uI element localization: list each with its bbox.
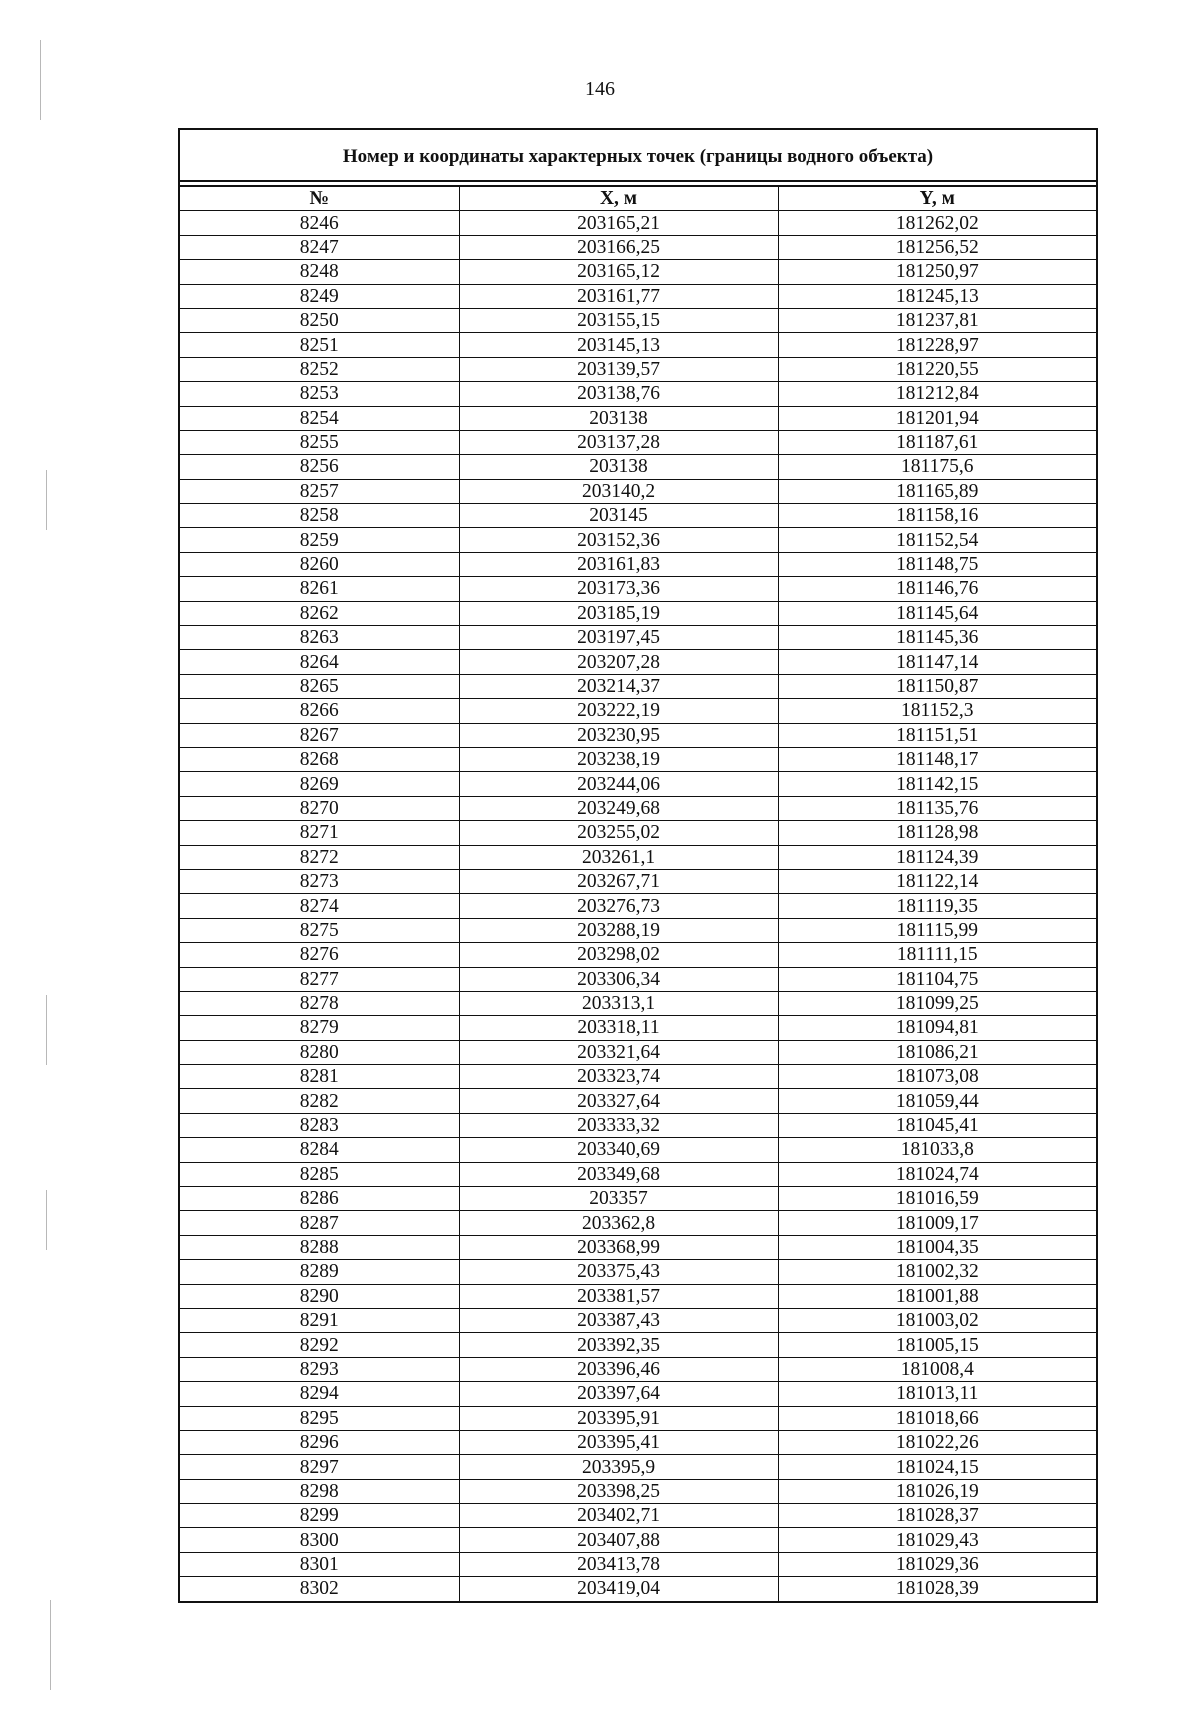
y-coordinate-cell: 181187,61 bbox=[778, 430, 1096, 454]
x-coordinate-cell: 203323,74 bbox=[459, 1065, 778, 1089]
y-coordinate-cell: 181152,54 bbox=[778, 528, 1096, 552]
y-coordinate-cell: 181008,4 bbox=[778, 1357, 1096, 1381]
table-row bbox=[180, 1430, 1096, 1454]
coordinates-table-frame bbox=[178, 128, 1098, 1603]
table-row bbox=[180, 1479, 1096, 1503]
y-coordinate-cell: 181262,02 bbox=[778, 211, 1096, 235]
y-coordinate-cell: 181122,14 bbox=[778, 869, 1096, 893]
point-number-cell: 8295 bbox=[180, 1406, 459, 1430]
y-coordinate-cell: 181115,99 bbox=[778, 918, 1096, 942]
x-coordinate-cell: 203140,2 bbox=[459, 479, 778, 503]
x-coordinate-cell: 203340,69 bbox=[459, 1138, 778, 1162]
table-row bbox=[180, 1040, 1096, 1064]
point-number-cell: 8270 bbox=[180, 796, 459, 820]
y-coordinate-cell: 181212,84 bbox=[778, 382, 1096, 406]
table-row bbox=[180, 235, 1096, 259]
point-number-cell: 8250 bbox=[180, 308, 459, 332]
y-coordinate-cell: 181220,55 bbox=[778, 357, 1096, 381]
table-row bbox=[180, 967, 1096, 991]
x-coordinate-cell: 203173,36 bbox=[459, 577, 778, 601]
point-number-cell: 8296 bbox=[180, 1430, 459, 1454]
y-coordinate-cell: 181059,44 bbox=[778, 1089, 1096, 1113]
x-coordinate-cell: 203166,25 bbox=[459, 235, 778, 259]
y-coordinate-cell: 181150,87 bbox=[778, 674, 1096, 698]
y-coordinate-cell: 181250,97 bbox=[778, 260, 1096, 284]
table-row bbox=[180, 1113, 1096, 1137]
x-coordinate-cell: 203255,02 bbox=[459, 821, 778, 845]
point-number-cell: 8246 bbox=[180, 211, 459, 235]
table-row bbox=[180, 1016, 1096, 1040]
point-number-cell: 8256 bbox=[180, 455, 459, 479]
point-number-cell: 8279 bbox=[180, 1016, 459, 1040]
point-number-cell: 8255 bbox=[180, 430, 459, 454]
x-coordinate-cell: 203387,43 bbox=[459, 1308, 778, 1332]
table-body bbox=[180, 211, 1096, 1601]
table-row bbox=[180, 1528, 1096, 1552]
point-number-cell: 8287 bbox=[180, 1211, 459, 1235]
x-coordinate-cell: 203413,78 bbox=[459, 1552, 778, 1576]
x-coordinate-cell: 203145,13 bbox=[459, 333, 778, 357]
y-coordinate-cell: 181086,21 bbox=[778, 1040, 1096, 1064]
table-header-row bbox=[180, 186, 1096, 211]
y-coordinate-cell: 181009,17 bbox=[778, 1211, 1096, 1235]
point-number-cell: 8275 bbox=[180, 918, 459, 942]
point-number-cell: 8291 bbox=[180, 1308, 459, 1332]
table-row bbox=[180, 1284, 1096, 1308]
x-coordinate-cell: 203407,88 bbox=[459, 1528, 778, 1552]
point-number-cell: 8277 bbox=[180, 967, 459, 991]
point-number-cell: 8280 bbox=[180, 1040, 459, 1064]
y-coordinate-cell: 181111,15 bbox=[778, 943, 1096, 967]
point-number-cell: 8299 bbox=[180, 1504, 459, 1528]
table-row bbox=[180, 601, 1096, 625]
point-number-cell: 8261 bbox=[180, 577, 459, 601]
table-row bbox=[180, 1552, 1096, 1576]
table-row bbox=[180, 1406, 1096, 1430]
x-coordinate-cell: 203261,1 bbox=[459, 845, 778, 869]
table-row bbox=[180, 845, 1096, 869]
y-coordinate-cell: 181148,17 bbox=[778, 747, 1096, 771]
y-coordinate-cell: 181147,14 bbox=[778, 650, 1096, 674]
point-number-cell: 8247 bbox=[180, 235, 459, 259]
y-coordinate-cell: 181201,94 bbox=[778, 406, 1096, 430]
point-number-cell: 8276 bbox=[180, 943, 459, 967]
table-row bbox=[180, 357, 1096, 381]
point-number-cell: 8273 bbox=[180, 869, 459, 893]
x-coordinate-cell: 203161,77 bbox=[459, 284, 778, 308]
x-coordinate-cell: 203381,57 bbox=[459, 1284, 778, 1308]
coordinates-table bbox=[180, 185, 1096, 1601]
table-row bbox=[180, 430, 1096, 454]
x-coordinate-cell: 203357 bbox=[459, 1187, 778, 1211]
x-coordinate-cell: 203222,19 bbox=[459, 699, 778, 723]
table-row bbox=[180, 1211, 1096, 1235]
point-number-cell: 8253 bbox=[180, 382, 459, 406]
table-row bbox=[180, 723, 1096, 747]
x-coordinate-cell: 203185,19 bbox=[459, 601, 778, 625]
table-row bbox=[180, 308, 1096, 332]
table-row bbox=[180, 650, 1096, 674]
table-row bbox=[180, 1357, 1096, 1381]
y-coordinate-cell: 181029,43 bbox=[778, 1528, 1096, 1552]
point-number-cell: 8266 bbox=[180, 699, 459, 723]
table-row bbox=[180, 1504, 1096, 1528]
table-row bbox=[180, 796, 1096, 820]
x-coordinate-cell: 203333,32 bbox=[459, 1113, 778, 1137]
point-number-cell: 8264 bbox=[180, 650, 459, 674]
y-coordinate-cell: 181145,64 bbox=[778, 601, 1096, 625]
point-number-cell: 8254 bbox=[180, 406, 459, 430]
table-row bbox=[180, 211, 1096, 235]
table-row bbox=[180, 1308, 1096, 1332]
x-coordinate-cell: 203298,02 bbox=[459, 943, 778, 967]
x-coordinate-cell: 203398,25 bbox=[459, 1479, 778, 1503]
x-coordinate-cell: 203318,11 bbox=[459, 1016, 778, 1040]
y-coordinate-cell: 181237,81 bbox=[778, 308, 1096, 332]
y-coordinate-cell: 181026,19 bbox=[778, 1479, 1096, 1503]
y-coordinate-cell: 181022,26 bbox=[778, 1430, 1096, 1454]
column-header-x: X, м bbox=[459, 186, 778, 211]
table-row bbox=[180, 1455, 1096, 1479]
point-number-cell: 8274 bbox=[180, 894, 459, 918]
point-number-cell: 8288 bbox=[180, 1235, 459, 1259]
y-coordinate-cell: 181124,39 bbox=[778, 845, 1096, 869]
x-coordinate-cell: 203155,15 bbox=[459, 308, 778, 332]
table-row bbox=[180, 674, 1096, 698]
point-number-cell: 8290 bbox=[180, 1284, 459, 1308]
x-coordinate-cell: 203138 bbox=[459, 406, 778, 430]
table-row bbox=[180, 1260, 1096, 1284]
point-number-cell: 8259 bbox=[180, 528, 459, 552]
point-number-cell: 8301 bbox=[180, 1552, 459, 1576]
point-number-cell: 8285 bbox=[180, 1162, 459, 1186]
y-coordinate-cell: 181245,13 bbox=[778, 284, 1096, 308]
table-row bbox=[180, 284, 1096, 308]
x-coordinate-cell: 203197,45 bbox=[459, 626, 778, 650]
table-row bbox=[180, 1089, 1096, 1113]
point-number-cell: 8300 bbox=[180, 1528, 459, 1552]
x-coordinate-cell: 203362,8 bbox=[459, 1211, 778, 1235]
x-coordinate-cell: 203306,34 bbox=[459, 967, 778, 991]
y-coordinate-cell: 181135,76 bbox=[778, 796, 1096, 820]
table-row bbox=[180, 1382, 1096, 1406]
page-number: 146 bbox=[585, 78, 615, 100]
y-coordinate-cell: 181013,11 bbox=[778, 1382, 1096, 1406]
table-title-text: Номер и координаты характерных точек (границы водного объекта) bbox=[342, 146, 934, 167]
point-number-cell: 8252 bbox=[180, 357, 459, 381]
y-coordinate-cell: 181148,75 bbox=[778, 552, 1096, 576]
table-row bbox=[180, 626, 1096, 650]
point-number-cell: 8265 bbox=[180, 674, 459, 698]
y-coordinate-cell: 181175,6 bbox=[778, 455, 1096, 479]
table-row bbox=[180, 577, 1096, 601]
x-coordinate-cell: 203392,35 bbox=[459, 1333, 778, 1357]
table-row bbox=[180, 1138, 1096, 1162]
x-coordinate-cell: 203395,91 bbox=[459, 1406, 778, 1430]
y-coordinate-cell: 181003,02 bbox=[778, 1308, 1096, 1332]
x-coordinate-cell: 203207,28 bbox=[459, 650, 778, 674]
y-coordinate-cell: 181119,35 bbox=[778, 894, 1096, 918]
y-coordinate-cell: 181004,35 bbox=[778, 1235, 1096, 1259]
y-coordinate-cell: 181142,15 bbox=[778, 772, 1096, 796]
y-coordinate-cell: 181151,51 bbox=[778, 723, 1096, 747]
table-row bbox=[180, 504, 1096, 528]
point-number-cell: 8257 bbox=[180, 479, 459, 503]
x-coordinate-cell: 203138 bbox=[459, 455, 778, 479]
x-coordinate-cell: 203138,76 bbox=[459, 382, 778, 406]
x-coordinate-cell: 203327,64 bbox=[459, 1089, 778, 1113]
point-number-cell: 8286 bbox=[180, 1187, 459, 1211]
y-coordinate-cell: 181001,88 bbox=[778, 1284, 1096, 1308]
point-number-cell: 8284 bbox=[180, 1138, 459, 1162]
y-coordinate-cell: 181228,97 bbox=[778, 333, 1096, 357]
x-coordinate-cell: 203349,68 bbox=[459, 1162, 778, 1186]
table-row bbox=[180, 528, 1096, 552]
x-coordinate-cell: 203375,43 bbox=[459, 1260, 778, 1284]
table-title bbox=[180, 130, 1096, 182]
x-coordinate-cell: 203244,06 bbox=[459, 772, 778, 796]
table-row bbox=[180, 918, 1096, 942]
table-row bbox=[180, 333, 1096, 357]
point-number-cell: 8294 bbox=[180, 1382, 459, 1406]
y-coordinate-cell: 181002,32 bbox=[778, 1260, 1096, 1284]
x-coordinate-cell: 203419,04 bbox=[459, 1577, 778, 1601]
x-coordinate-cell: 203395,9 bbox=[459, 1455, 778, 1479]
y-coordinate-cell: 181152,3 bbox=[778, 699, 1096, 723]
x-coordinate-cell: 203145 bbox=[459, 504, 778, 528]
scan-artifact bbox=[50, 1600, 51, 1690]
scan-artifact bbox=[46, 995, 47, 1065]
x-coordinate-cell: 203165,21 bbox=[459, 211, 778, 235]
y-coordinate-cell: 181145,36 bbox=[778, 626, 1096, 650]
point-number-cell: 8298 bbox=[180, 1479, 459, 1503]
table-row bbox=[180, 1333, 1096, 1357]
y-coordinate-cell: 181028,39 bbox=[895, 1578, 979, 1600]
y-coordinate-cell: 181024,15 bbox=[778, 1455, 1096, 1479]
x-coordinate-cell: 203139,57 bbox=[459, 357, 778, 381]
table-row bbox=[180, 1162, 1096, 1186]
x-coordinate-cell: 203395,41 bbox=[459, 1430, 778, 1454]
point-number-cell: 8278 bbox=[180, 991, 459, 1015]
table-row bbox=[180, 991, 1096, 1015]
point-number-cell: 8293 bbox=[180, 1357, 459, 1381]
x-coordinate-cell: 203321,64 bbox=[459, 1040, 778, 1064]
table-row bbox=[180, 1065, 1096, 1089]
column-header-number: № bbox=[180, 186, 459, 211]
x-coordinate-cell: 203397,64 bbox=[459, 1382, 778, 1406]
y-coordinate-cell: 181033,8 bbox=[778, 1138, 1096, 1162]
point-number-cell: 8258 bbox=[180, 504, 459, 528]
table-row bbox=[180, 772, 1096, 796]
y-coordinate-cell: 181005,15 bbox=[778, 1333, 1096, 1357]
x-coordinate-cell: 203276,73 bbox=[459, 894, 778, 918]
x-coordinate-cell: 203137,28 bbox=[459, 430, 778, 454]
table-row bbox=[180, 1235, 1096, 1259]
x-coordinate-cell: 203152,36 bbox=[459, 528, 778, 552]
x-coordinate-cell: 203396,46 bbox=[459, 1357, 778, 1381]
point-number-cell: 8268 bbox=[180, 747, 459, 771]
table-row bbox=[180, 869, 1096, 893]
y-coordinate-cell: 181024,74 bbox=[778, 1162, 1096, 1186]
point-number-cell: 8248 bbox=[180, 260, 459, 284]
y-coordinate-cell: 181094,81 bbox=[778, 1016, 1096, 1040]
y-coordinate-cell: 181146,76 bbox=[778, 577, 1096, 601]
x-coordinate-cell: 203368,99 bbox=[459, 1235, 778, 1259]
point-number-cell: 8267 bbox=[180, 723, 459, 747]
x-coordinate-cell: 203165,12 bbox=[459, 260, 778, 284]
table-row bbox=[180, 821, 1096, 845]
table-row bbox=[180, 406, 1096, 430]
table-row bbox=[180, 943, 1096, 967]
y-coordinate-cell: 181128,98 bbox=[778, 821, 1096, 845]
y-coordinate-cell: 181099,25 bbox=[778, 991, 1096, 1015]
y-coordinate-cell: 181165,89 bbox=[778, 479, 1096, 503]
point-number-cell: 8281 bbox=[180, 1065, 459, 1089]
x-coordinate-cell: 203267,71 bbox=[459, 869, 778, 893]
x-coordinate-cell: 203249,68 bbox=[459, 796, 778, 820]
point-number-cell: 8272 bbox=[180, 845, 459, 869]
table-row bbox=[180, 479, 1096, 503]
y-coordinate-cell: 181018,66 bbox=[778, 1406, 1096, 1430]
y-coordinate-cell: 181028,37 bbox=[778, 1504, 1096, 1528]
y-coordinate-cell: 181104,75 bbox=[778, 967, 1096, 991]
point-number-cell: 8249 bbox=[180, 284, 459, 308]
point-number-cell: 8269 bbox=[180, 772, 459, 796]
y-coordinate-cell: 181029,36 bbox=[778, 1552, 1096, 1576]
x-coordinate-cell: 203288,19 bbox=[459, 918, 778, 942]
table-row bbox=[180, 455, 1096, 479]
point-number-cell: 8263 bbox=[180, 626, 459, 650]
x-coordinate-cell: 203313,1 bbox=[459, 991, 778, 1015]
table-row bbox=[180, 1187, 1096, 1211]
point-number-cell: 8289 bbox=[180, 1260, 459, 1284]
y-coordinate-cell: 181256,52 bbox=[778, 235, 1096, 259]
scan-artifact bbox=[46, 1190, 47, 1250]
point-number-cell: 8283 bbox=[180, 1113, 459, 1137]
x-coordinate-cell: 203238,19 bbox=[459, 747, 778, 771]
point-number-cell: 8262 bbox=[180, 601, 459, 625]
point-number-cell: 8282 bbox=[180, 1089, 459, 1113]
table-row bbox=[180, 552, 1096, 576]
y-coordinate-cell: 181045,41 bbox=[778, 1113, 1096, 1137]
x-coordinate-cell: 203402,71 bbox=[459, 1504, 778, 1528]
y-coordinate-cell: 181016,59 bbox=[778, 1187, 1096, 1211]
y-coordinate-cell: 181158,16 bbox=[778, 504, 1096, 528]
table-row bbox=[180, 747, 1096, 771]
table-row bbox=[180, 699, 1096, 723]
x-coordinate-cell: 203161,83 bbox=[459, 552, 778, 576]
point-number-cell: 8271 bbox=[180, 821, 459, 845]
point-number-cell: 8302 bbox=[180, 1577, 459, 1601]
y-coordinate-cell: 181073,08 bbox=[778, 1065, 1096, 1089]
x-coordinate-cell: 203214,37 bbox=[459, 674, 778, 698]
table-row bbox=[180, 260, 1096, 284]
point-number-cell: 8251 bbox=[180, 333, 459, 357]
point-number-cell: 8292 bbox=[180, 1333, 459, 1357]
table-row bbox=[180, 382, 1096, 406]
scan-artifact bbox=[46, 470, 47, 530]
table-row bbox=[180, 1577, 1096, 1601]
point-number-cell: 8297 bbox=[180, 1455, 459, 1479]
table-row bbox=[180, 894, 1096, 918]
point-number-cell: 8260 bbox=[180, 552, 459, 576]
column-header-y: Y, м bbox=[778, 186, 1096, 211]
x-coordinate-cell: 203230,95 bbox=[459, 723, 778, 747]
